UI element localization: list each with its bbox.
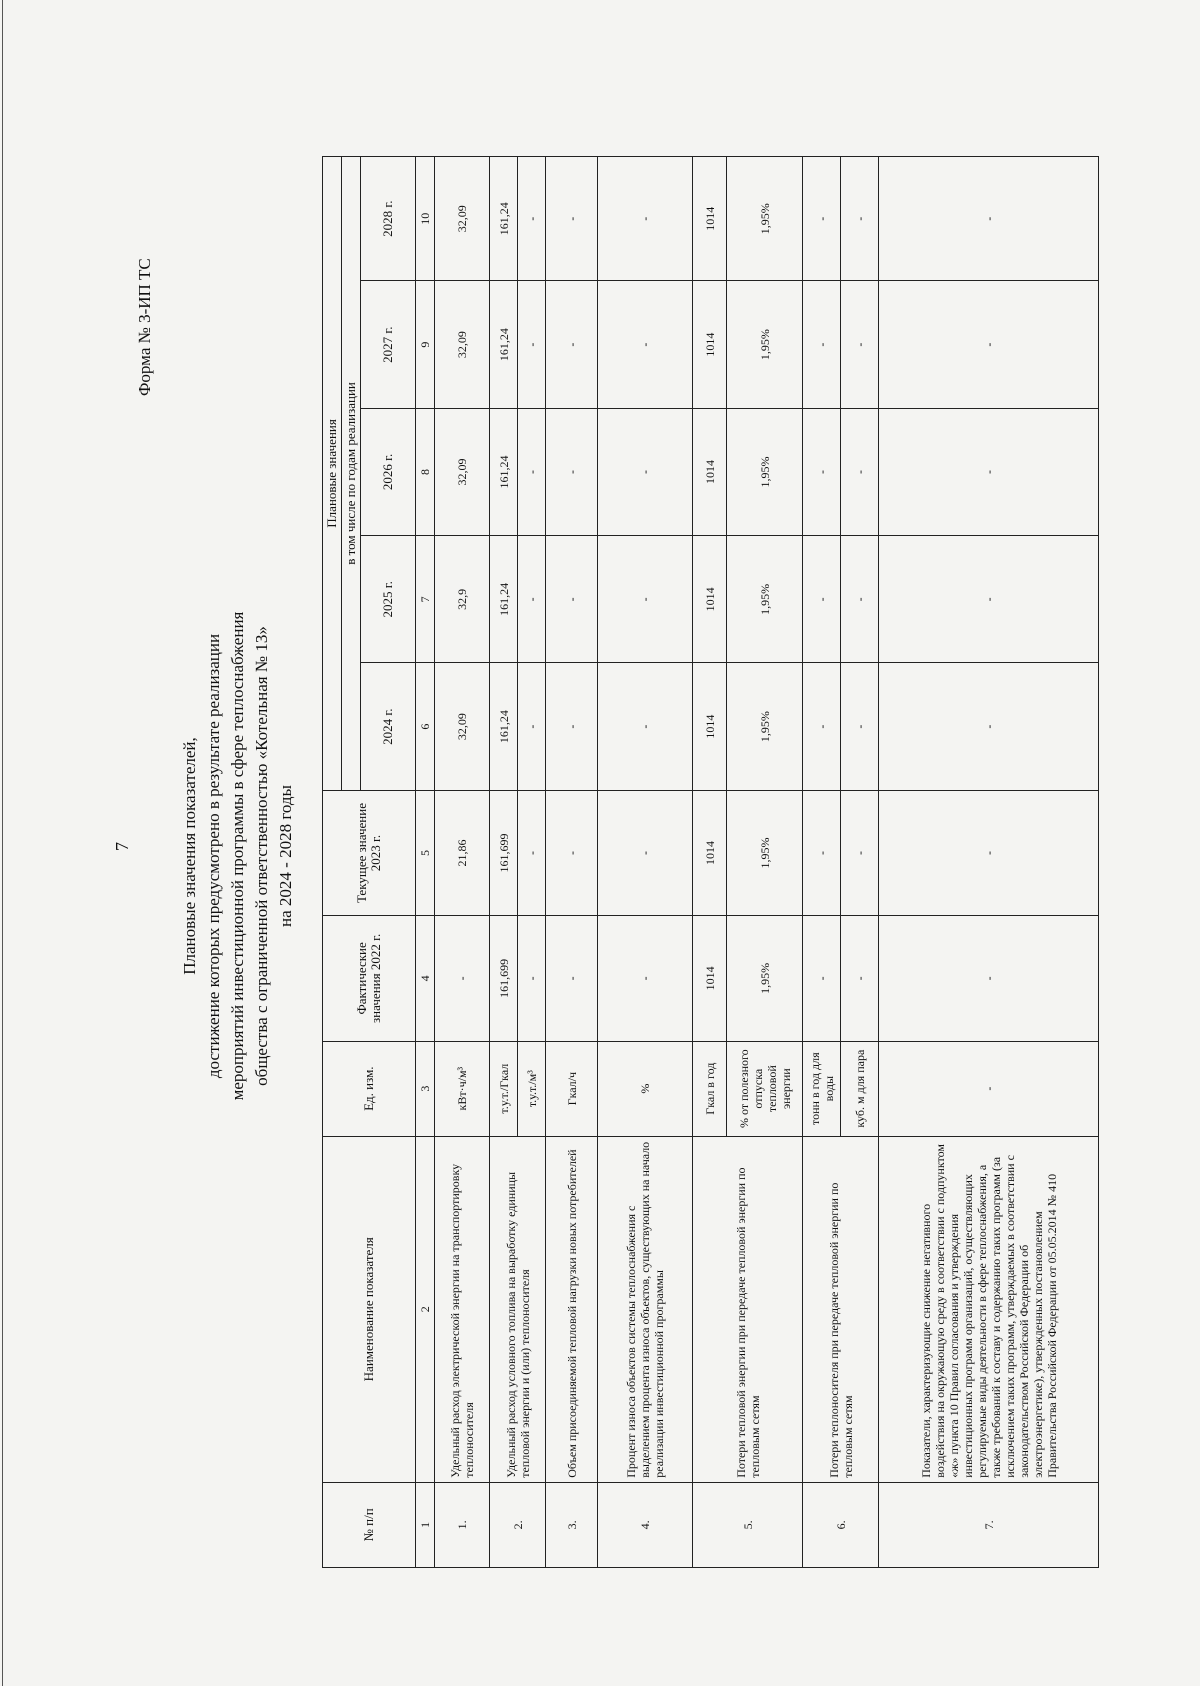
indicator-unit: Гкал/ч <box>546 1041 598 1136</box>
indicator-value: - <box>518 408 546 535</box>
indicator-value: - <box>841 916 879 1041</box>
indicator-value: - <box>803 536 841 663</box>
indicator-value: - <box>841 281 879 408</box>
indicator-value: 1014 <box>693 663 727 790</box>
indicator-value: 1,95% <box>727 536 803 663</box>
table-row <box>803 157 841 1568</box>
indicator-value: - <box>598 790 693 915</box>
indicator-unit: тонн в год для воды <box>803 1041 841 1136</box>
indicator-value: 1,95% <box>727 790 803 915</box>
indicator-value: - <box>879 916 1099 1041</box>
indicator-value: 161,699 <box>490 916 518 1041</box>
title-line: мероприятий инвестиционной программы в сфере теплоснабжения <box>228 611 247 1101</box>
header-year: 2028 г. <box>361 157 416 281</box>
indicator-value: - <box>879 281 1099 408</box>
row-number: 1. <box>435 1482 490 1567</box>
column-number: 5 <box>416 790 435 915</box>
indicator-value: - <box>879 157 1099 281</box>
header-year: 2027 г. <box>361 281 416 408</box>
indicator-value: - <box>546 790 598 915</box>
indicator-name: Потери теплоносителя при передаче тепловой энергии по тепловым сетям <box>803 1136 879 1482</box>
indicator-value: 1014 <box>693 281 727 408</box>
title-line: достижение которых предусмотрено в результате реализации <box>204 633 223 1079</box>
indicator-value: - <box>803 790 841 915</box>
indicator-value: - <box>598 663 693 790</box>
indicator-value: - <box>879 663 1099 790</box>
indicator-value: - <box>435 916 490 1041</box>
indicator-value: - <box>841 157 879 281</box>
indicator-value: 32,9 <box>435 536 490 663</box>
indicator-value: - <box>803 157 841 281</box>
row-number: 7. <box>879 1482 1099 1567</box>
indicator-value: 21,86 <box>435 790 490 915</box>
indicator-value: - <box>546 916 598 1041</box>
indicator-value: - <box>518 916 546 1041</box>
indicator-value: - <box>598 916 693 1041</box>
indicator-value: - <box>546 408 598 535</box>
row-number: 6. <box>803 1482 879 1567</box>
indicator-name: Потери тепловой энергии при передаче тепловой энергии по тепловым сетям <box>693 1136 803 1482</box>
indicator-unit: Гкал в год <box>693 1041 727 1136</box>
indicator-value: - <box>546 663 598 790</box>
column-number: 4 <box>416 916 435 1041</box>
indicator-value: - <box>803 408 841 535</box>
indicator-unit: % <box>598 1041 693 1136</box>
header-num: № п/п <box>323 1482 416 1567</box>
indicator-value: 161,24 <box>490 536 518 663</box>
indicator-value: - <box>803 916 841 1041</box>
column-number: 9 <box>416 281 435 408</box>
column-number: 7 <box>416 536 435 663</box>
indicator-value: 1,95% <box>727 281 803 408</box>
indicator-value: 161,24 <box>490 663 518 790</box>
row-number: 3. <box>546 1482 598 1567</box>
title-line: общества с ограниченной ответственностью «Котельная № 13» <box>252 626 271 1086</box>
table-row <box>598 157 693 1568</box>
indicator-value: 1014 <box>693 408 727 535</box>
header-year: 2024 г. <box>361 663 416 790</box>
indicator-value: 32,09 <box>435 157 490 281</box>
indicator-value: 1014 <box>693 790 727 915</box>
indicator-value: - <box>841 408 879 535</box>
row-number: 4. <box>598 1482 693 1567</box>
header-current: Текущее значение 2023 г. <box>323 790 416 915</box>
page-number: 7 <box>112 842 132 851</box>
indicator-value: - <box>879 408 1099 535</box>
indicator-value: 32,09 <box>435 281 490 408</box>
header-unit: Ед. изм. <box>323 1041 416 1136</box>
indicator-value: - <box>598 281 693 408</box>
indicator-value: - <box>598 408 693 535</box>
row-number: 5. <box>693 1482 803 1567</box>
indicator-value: 1,95% <box>727 157 803 281</box>
table-row <box>693 157 727 1568</box>
column-number: 1 <box>416 1482 435 1567</box>
header-year: 2025 г. <box>361 536 416 663</box>
title-line: Плановые значения показателей, <box>180 737 199 975</box>
column-number: 10 <box>416 157 435 281</box>
title-line: на 2024 - 2028 годы <box>276 785 295 927</box>
indicator-value: - <box>841 790 879 915</box>
indicator-value: - <box>546 157 598 281</box>
indicator-value: - <box>518 663 546 790</box>
table-row <box>435 157 490 1568</box>
table-row <box>490 157 518 1568</box>
header-actual: Фактические значения 2022 г. <box>323 916 416 1041</box>
header-name: Наименование показателя <box>323 1136 416 1482</box>
indicator-name: Удельный расход условного топлива на выработку единицы тепловой энергии и (или) теплоносителя <box>490 1136 546 1482</box>
indicator-value: - <box>803 663 841 790</box>
indicator-name: Объем присоединяемой тепловой нагрузки новых потребителей <box>546 1136 598 1482</box>
indicator-value: 161,24 <box>490 157 518 281</box>
indicator-unit: т.у.т./Гкал <box>490 1041 518 1136</box>
indicator-value: 1,95% <box>727 408 803 535</box>
indicators-table <box>322 156 1099 1568</box>
indicator-value: 1014 <box>693 536 727 663</box>
indicator-value: - <box>841 536 879 663</box>
indicator-value: 161,24 <box>490 281 518 408</box>
indicator-value: 32,09 <box>435 663 490 790</box>
header-year: 2026 г. <box>361 408 416 535</box>
row-number: 2. <box>490 1482 546 1567</box>
indicator-value: - <box>546 281 598 408</box>
indicator-value: 32,09 <box>435 408 490 535</box>
indicator-value: - <box>518 790 546 915</box>
indicator-value: - <box>518 281 546 408</box>
indicator-value: - <box>598 536 693 663</box>
indicator-unit: куб. м для пара <box>841 1041 879 1136</box>
indicator-name: Показатели, характеризующие снижение негативного воздействия на окружающую среду в соответствии с подпунктом «ж» пункта 10 Правил согласования и утверждения инвестиционных программ организаций, осуществляющих регулируемые виды деятельности в сфере теплоснабжения, а также требований к составу и содержанию таких программ (за исключением таких программ, утверждаемых в соответствии с законодательством Российской Федерации об электроэнергетике), утвержденных постановлением Правительства Российской Федерации от 05.05.2014 № 410 <box>879 1136 1099 1482</box>
indicator-unit: - <box>879 1041 1099 1136</box>
indicator-value: 161,24 <box>490 408 518 535</box>
table-row <box>879 157 1099 1568</box>
indicator-value: - <box>841 663 879 790</box>
indicator-value: - <box>518 536 546 663</box>
indicator-value: 1014 <box>693 916 727 1041</box>
document-title <box>178 426 298 1286</box>
indicator-value: 1,95% <box>727 663 803 790</box>
indicator-name: Процент износа объектов системы теплоснабжения с выделением процента износа объектов, существующих на начало реализации инвестиционной программы <box>598 1136 693 1482</box>
indicator-value: - <box>803 281 841 408</box>
form-number: Форма № 3-ИП ТС <box>135 258 154 396</box>
indicator-value: - <box>546 536 598 663</box>
indicator-name: Удельный расход электрической энергии на транспортировку теплоносителя <box>435 1136 490 1482</box>
indicator-value: 1014 <box>693 157 727 281</box>
column-number: 3 <box>416 1041 435 1136</box>
indicator-value: - <box>879 790 1099 915</box>
header-by-years: в том числе по годам реализации <box>342 157 361 791</box>
indicator-unit: т.у.т./м³ <box>518 1041 546 1136</box>
column-number: 2 <box>416 1136 435 1482</box>
indicator-value: 1,95% <box>727 916 803 1041</box>
indicator-unit: кВт·ч/м³ <box>435 1041 490 1136</box>
column-number: 6 <box>416 663 435 790</box>
indicator-value: - <box>518 157 546 281</box>
header-planned: Плановые значения <box>323 157 342 791</box>
indicator-value: - <box>598 157 693 281</box>
indicator-value: - <box>879 536 1099 663</box>
column-number: 8 <box>416 408 435 535</box>
table-row <box>546 157 598 1568</box>
indicator-unit: % от полезного отпуска тепловой энергии <box>727 1041 803 1136</box>
indicator-value: 161,699 <box>490 790 518 915</box>
